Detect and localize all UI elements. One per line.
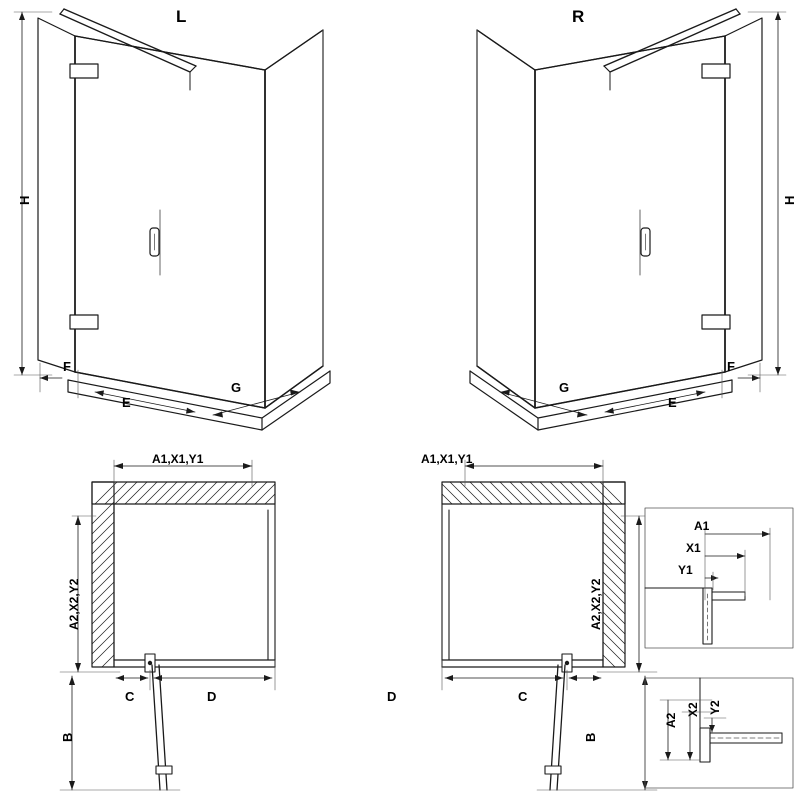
plan-view-left <box>60 460 275 790</box>
iso-view-left <box>14 9 330 430</box>
label-height-left: H <box>17 195 32 205</box>
detail-bottom <box>645 678 793 788</box>
label-side-left: G <box>231 380 242 395</box>
label-plan-top-right: A1,X1,Y1 <box>421 452 473 466</box>
label-panel-c-left: C <box>125 689 135 704</box>
label-swing-right: B <box>583 732 598 742</box>
label-height-right: H <box>782 195 797 205</box>
label-door-d-right: D <box>387 689 397 704</box>
label-bottom-left: E <box>122 395 131 410</box>
label-detail-a1: A1 <box>694 519 710 533</box>
label-handing-right: R <box>572 7 585 26</box>
label-front-right: F <box>727 359 735 374</box>
label-detail-a2: A2 <box>664 712 678 728</box>
label-front-left: F <box>63 359 71 374</box>
label-detail-x1: X1 <box>686 541 701 555</box>
label-detail-x2: X2 <box>686 702 700 717</box>
label-plan-top-left: A1,X1,Y1 <box>152 452 204 466</box>
iso-view-right <box>470 9 786 430</box>
label-handing-left: L <box>176 7 187 26</box>
label-side-right: G <box>559 380 570 395</box>
label-plan-side-left: A2,X2,Y2 <box>67 578 81 630</box>
label-bottom-right: E <box>668 395 677 410</box>
label-detail-y1: Y1 <box>678 563 693 577</box>
plan-view-right <box>442 460 657 790</box>
label-door-d-left: D <box>207 689 217 704</box>
label-detail-y2: Y2 <box>708 700 722 715</box>
label-swing-left: B <box>60 732 75 742</box>
label-plan-side-right: A2,X2,Y2 <box>589 578 603 630</box>
label-panel-c-right: C <box>518 689 528 704</box>
detail-top <box>645 508 793 648</box>
